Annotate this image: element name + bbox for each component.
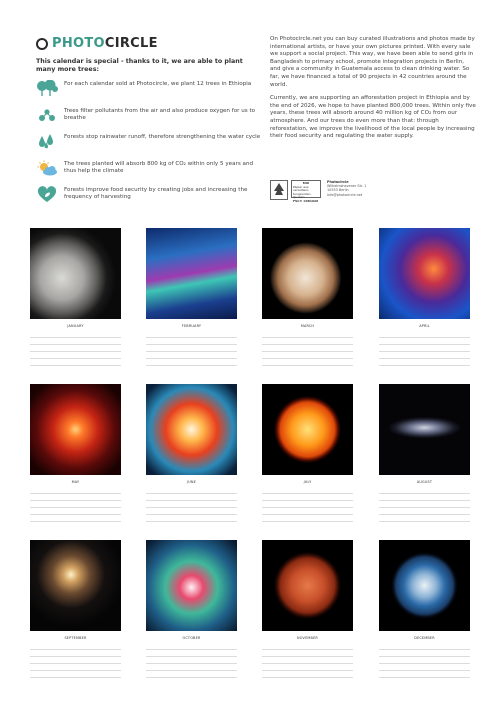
intro-heading: This calendar is special - thanks to it, we are able to plant many more trees: [36, 58, 243, 74]
fsc-line1: Papier aus verantwor- [293, 184, 310, 193]
calendar-grid [262, 487, 353, 522]
photocircle-logo [36, 36, 158, 51]
month-name: APRIL [419, 324, 430, 328]
milky-way-image [146, 228, 237, 319]
month-name: FEBRUARY [181, 324, 202, 328]
calendar-grid [30, 331, 121, 366]
calendar-grid [262, 643, 353, 678]
spiral-star-image [30, 384, 121, 475]
company-address [327, 180, 366, 197]
month-august [379, 384, 470, 516]
heart-leaf-icon [36, 186, 58, 203]
benefit-item [36, 80, 266, 97]
fsc-code: FSC® C081926 [293, 198, 319, 203]
address-email: info@photocircle.net [327, 192, 363, 197]
month-name: OCTOBER [182, 636, 201, 640]
benefit-text: Trees filter pollutants from the air and also produce oxygen for us to breathe [64, 107, 256, 121]
month-february [146, 228, 237, 360]
benefit-text: Forests stop rainwater runoff, therefore strengthening the water cycle [64, 134, 261, 140]
benefit-text: For each calendar sold at Photocircle, we plant 12 trees in Ethiopia [64, 81, 252, 87]
calendar-grid [262, 331, 353, 366]
fsc-certification [270, 180, 367, 203]
sun-cloud-icon [36, 160, 58, 177]
month-name: JULY [303, 480, 312, 484]
benefits-list [36, 80, 266, 213]
nebula-image [379, 228, 470, 319]
month-june [146, 384, 237, 516]
address-street: Wilhelmshavener Str. 1 [327, 184, 367, 189]
month-september [30, 540, 121, 672]
benefit-item [36, 107, 266, 124]
month-november [262, 540, 353, 672]
trees-icon [36, 80, 58, 97]
fsc-line2: tungsvollen Quellen [293, 191, 311, 200]
month-december [379, 540, 470, 672]
address-city: 10553 Berlin [327, 188, 349, 193]
pluto-image [262, 228, 353, 319]
earth-image [379, 540, 470, 631]
logo-text-photo: PHOTO [52, 36, 105, 51]
calendar-grid [30, 643, 121, 678]
interacting-galaxies-image [30, 540, 121, 631]
about-paragraph: On Photocircle.net you can buy curated illustrations and photos made by international artists, or have your own pictures printed. With every sale we support a social project. This way, we have been able to send girls in Bangladesh to primary school, promote integration projects in Berlin, and give a community in Guatemala access to clean drinking water. So far, we have financed a total of 90 projects in 42 countries around the world. [270, 36, 475, 88]
moon-image [30, 228, 121, 319]
month-name: SEPTEMBER [64, 636, 87, 640]
month-march [262, 228, 353, 360]
company-name: Photocircle [327, 180, 349, 184]
mars-image [262, 540, 353, 631]
month-name: NOVEMBER [297, 636, 318, 640]
benefit-item [36, 160, 266, 177]
month-october [146, 540, 237, 672]
calendar-grid [30, 487, 121, 522]
month-name: MAY [71, 480, 80, 484]
calendar-grid [379, 643, 470, 678]
galaxy-image [379, 384, 470, 475]
calendar-grid [146, 331, 237, 366]
month-july [262, 384, 353, 516]
benefit-text: Forests improve food security by creating jobs and increasing the frequency of harvesting [64, 187, 248, 201]
month-name: DECEMBER [414, 636, 435, 640]
about-text [270, 36, 476, 147]
logo-text-circle: CIRCLE [104, 36, 158, 51]
fsc-tree-icon [270, 180, 288, 200]
calendar-grid [379, 331, 470, 366]
month-name: JANUARY [67, 324, 84, 328]
month-may [30, 384, 121, 516]
fsc-label [291, 180, 321, 203]
logo-ring-icon [36, 38, 48, 50]
month-name: AUGUST [416, 480, 433, 484]
about-paragraph: Currently, we are supporting an afforestation project in Ethiopia and by the end of 2026, we hope to have planted 800,000 trees. Within only five years, these trees will absorb around 40 million kg of CO₂ from our atmosphere. And our trees do even more than that: through reforestation, we improve the livelihood of the local people by increasing their food security and regulating the water supply. [270, 95, 476, 140]
benefit-text: The trees planted will absorb 800 kg of CO₂ within only 5 years and thus help the climate [64, 160, 254, 174]
benefit-item [36, 133, 266, 150]
water-drops-icon [36, 133, 58, 150]
month-april [379, 228, 470, 360]
calendar-grid [146, 643, 237, 678]
cosmic-cloud-image [146, 540, 237, 631]
benefit-item [36, 186, 266, 203]
month-january [30, 228, 121, 360]
sun-image [262, 384, 353, 475]
molecules-icon [36, 107, 58, 124]
month-name: MARCH [300, 324, 315, 328]
calendar-grid [146, 487, 237, 522]
month-name: JUNE [187, 480, 196, 484]
orion-nebula-image [146, 384, 237, 475]
calendar-grid [379, 487, 470, 522]
fsc-mix: MIX [302, 181, 310, 185]
